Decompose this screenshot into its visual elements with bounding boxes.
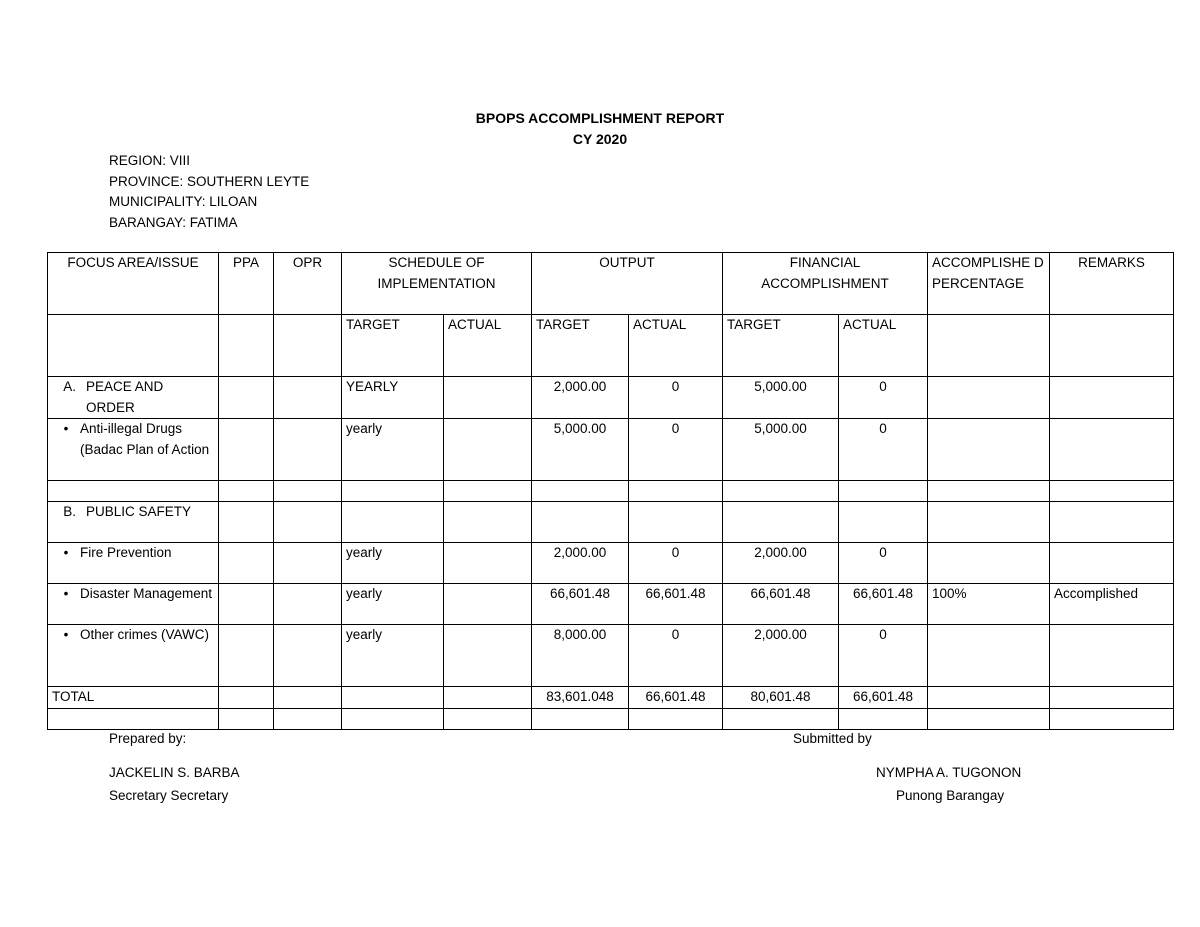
bullet-icon: • bbox=[63, 627, 69, 642]
table-row bbox=[48, 377, 1174, 419]
cell bbox=[928, 315, 1050, 377]
bullet-icon: • bbox=[63, 586, 69, 601]
fin-target-cell: 2,000.00 bbox=[723, 625, 839, 687]
cell bbox=[1050, 502, 1174, 543]
cell bbox=[219, 502, 274, 543]
item-label: B. bbox=[63, 504, 76, 519]
cell bbox=[219, 708, 274, 729]
fin-target-cell: 5,000.00 bbox=[723, 377, 839, 419]
total-label: TOTAL bbox=[48, 687, 219, 709]
region-line: REGION: VIII bbox=[109, 153, 191, 168]
sched-target-cell: yearly bbox=[342, 625, 444, 687]
remarks-cell bbox=[1050, 419, 1174, 481]
table-row bbox=[48, 708, 1174, 729]
subheader-fin-actual: ACTUAL bbox=[839, 315, 928, 377]
accomplishment-table bbox=[47, 252, 1174, 730]
cell bbox=[274, 584, 342, 625]
sched-target-cell: yearly bbox=[342, 584, 444, 625]
remarks-cell bbox=[1050, 625, 1174, 687]
header-percentage: ACCOMPLISHE D PERCENTAGE bbox=[928, 253, 1050, 315]
header-output: OUTPUT bbox=[532, 253, 723, 315]
municipality-line: MUNICIPALITY: LILOAN bbox=[109, 194, 258, 209]
out-target-cell: 5,000.00 bbox=[532, 419, 629, 481]
out-target-cell: 2,000.00 bbox=[532, 543, 629, 584]
header-opr: OPR bbox=[274, 253, 342, 315]
cell bbox=[723, 481, 839, 502]
remarks-cell bbox=[1050, 543, 1174, 584]
fin-target-cell: 5,000.00 bbox=[723, 419, 839, 481]
cell bbox=[1050, 708, 1174, 729]
cell bbox=[444, 708, 532, 729]
cell bbox=[444, 502, 532, 543]
focus-cell bbox=[48, 419, 219, 481]
cell bbox=[48, 481, 219, 502]
table-row bbox=[48, 543, 1174, 584]
barangay-line: BARANGAY: FATIMA bbox=[109, 214, 238, 230]
table-row bbox=[48, 502, 1174, 543]
cell bbox=[274, 708, 342, 729]
cell bbox=[928, 502, 1050, 543]
cell bbox=[1050, 481, 1174, 502]
sched-target-cell: yearly bbox=[342, 543, 444, 584]
cell bbox=[219, 625, 274, 687]
out-target-cell: 8,000.00 bbox=[532, 625, 629, 687]
focus-cell bbox=[48, 502, 219, 543]
cell bbox=[219, 584, 274, 625]
cell bbox=[444, 377, 532, 419]
percentage-cell bbox=[928, 625, 1050, 687]
cell bbox=[444, 543, 532, 584]
report-title: BPOPS ACCOMPLISHMENT REPORT bbox=[475, 110, 725, 126]
item-text: Other crimes (VAWC) bbox=[80, 627, 210, 642]
cell bbox=[219, 481, 274, 502]
item-text: Disaster Management bbox=[80, 586, 213, 601]
submitted-label: Submitted by bbox=[793, 731, 872, 746]
percentage-cell bbox=[928, 377, 1050, 419]
table-row bbox=[48, 625, 1174, 687]
submitted-title: Punong Barangay bbox=[896, 788, 1005, 803]
total-fin-actual: 66,601.48 bbox=[839, 687, 928, 709]
table-row bbox=[48, 419, 1174, 481]
cell bbox=[629, 481, 723, 502]
cell bbox=[928, 481, 1050, 502]
item-text: PEACE AND ORDER bbox=[86, 379, 164, 415]
cell bbox=[274, 377, 342, 419]
cell bbox=[219, 543, 274, 584]
cell bbox=[219, 419, 274, 481]
out-actual-cell: 0 bbox=[629, 377, 723, 419]
fin-actual-cell: 0 bbox=[839, 625, 928, 687]
cell bbox=[342, 708, 444, 729]
item-text: Fire Prevention bbox=[80, 545, 172, 560]
cell bbox=[342, 687, 444, 709]
cell bbox=[723, 708, 839, 729]
cell bbox=[1050, 687, 1174, 709]
header-focus: FOCUS AREA/ISSUE bbox=[48, 253, 219, 315]
fin-target-cell: 66,601.48 bbox=[723, 584, 839, 625]
cell bbox=[839, 502, 928, 543]
cell bbox=[532, 708, 629, 729]
sched-target-cell: YEARLY bbox=[342, 377, 444, 419]
percentage-cell: 100% bbox=[928, 584, 1050, 625]
header-financial: FINANCIAL ACCOMPLISHMENT bbox=[723, 253, 928, 315]
cell bbox=[274, 625, 342, 687]
cell bbox=[839, 481, 928, 502]
subheader-sched-target: TARGET bbox=[342, 315, 444, 377]
total-row bbox=[48, 687, 1174, 709]
remarks-cell: Accomplished bbox=[1050, 584, 1174, 625]
table-row bbox=[48, 481, 1174, 502]
fin-target-cell: 2,000.00 bbox=[723, 543, 839, 584]
cell bbox=[274, 543, 342, 584]
subheader-fin-target: TARGET bbox=[723, 315, 839, 377]
cell bbox=[274, 502, 342, 543]
cell bbox=[219, 687, 274, 709]
remarks-cell bbox=[1050, 377, 1174, 419]
focus-cell bbox=[48, 543, 219, 584]
bullet-icon: • bbox=[63, 421, 69, 436]
province-line: PROVINCE: SOUTHERN LEYTE bbox=[109, 173, 310, 189]
subheader-out-target: TARGET bbox=[532, 315, 629, 377]
out-actual-cell: 0 bbox=[629, 419, 723, 481]
cell bbox=[274, 481, 342, 502]
cell bbox=[274, 315, 342, 377]
cell bbox=[274, 687, 342, 709]
total-out-actual: 66,601.48 bbox=[629, 687, 723, 709]
cell bbox=[444, 625, 532, 687]
cell bbox=[928, 708, 1050, 729]
percentage-cell bbox=[928, 419, 1050, 481]
cell bbox=[48, 708, 219, 729]
total-fin-target: 80,601.48 bbox=[723, 687, 839, 709]
fin-actual-cell: 0 bbox=[839, 543, 928, 584]
prepared-label: Prepared by: bbox=[109, 731, 187, 746]
fin-actual-cell: 0 bbox=[839, 377, 928, 419]
header-ppa: PPA bbox=[219, 253, 274, 315]
out-target-cell: 2,000.00 bbox=[532, 377, 629, 419]
percentage-cell bbox=[928, 543, 1050, 584]
cell bbox=[532, 502, 629, 543]
sched-target-cell: yearly bbox=[342, 419, 444, 481]
cell bbox=[444, 481, 532, 502]
bullet-icon: • bbox=[63, 545, 69, 560]
cell bbox=[444, 584, 532, 625]
cell bbox=[629, 502, 723, 543]
out-actual-cell: 0 bbox=[629, 625, 723, 687]
focus-cell bbox=[48, 584, 219, 625]
cell bbox=[342, 481, 444, 502]
table-row bbox=[48, 584, 1174, 625]
cell bbox=[928, 687, 1050, 709]
prepared-title: Secretary Secretary bbox=[109, 788, 229, 803]
cell bbox=[629, 708, 723, 729]
submitted-name: NYMPHA A. TUGONON bbox=[876, 765, 1022, 780]
item-text: PUBLIC SAFETY bbox=[86, 504, 192, 519]
subheader-out-actual: ACTUAL bbox=[629, 315, 723, 377]
cell bbox=[444, 419, 532, 481]
cell bbox=[532, 481, 629, 502]
cell bbox=[723, 502, 839, 543]
cell bbox=[219, 377, 274, 419]
subheader-row bbox=[48, 315, 1174, 377]
header-schedule: SCHEDULE OF IMPLEMENTATION bbox=[342, 253, 532, 315]
cell bbox=[444, 687, 532, 709]
out-actual-cell: 0 bbox=[629, 543, 723, 584]
focus-cell bbox=[48, 377, 219, 419]
cell bbox=[274, 419, 342, 481]
fin-actual-cell: 0 bbox=[839, 419, 928, 481]
fin-actual-cell: 66,601.48 bbox=[839, 584, 928, 625]
cell bbox=[839, 708, 928, 729]
cell bbox=[219, 315, 274, 377]
focus-cell bbox=[48, 625, 219, 687]
location-info bbox=[109, 151, 309, 233]
cell bbox=[342, 502, 444, 543]
cell bbox=[1050, 315, 1174, 377]
subheader-sched-actual: ACTUAL bbox=[444, 315, 532, 377]
item-label: A. bbox=[63, 379, 76, 394]
out-target-cell: 66,601.48 bbox=[532, 584, 629, 625]
item-text: Anti-illegal Drugs (Badac Plan of Action bbox=[80, 421, 210, 457]
out-actual-cell: 66,601.48 bbox=[629, 584, 723, 625]
total-out-target: 83,601.048 bbox=[532, 687, 629, 709]
prepared-name: JACKELIN S. BARBA bbox=[109, 765, 240, 780]
report-year: CY 2020 bbox=[572, 131, 628, 147]
cell bbox=[48, 315, 219, 377]
header-remarks: REMARKS bbox=[1050, 253, 1174, 315]
header-row bbox=[48, 253, 1174, 315]
